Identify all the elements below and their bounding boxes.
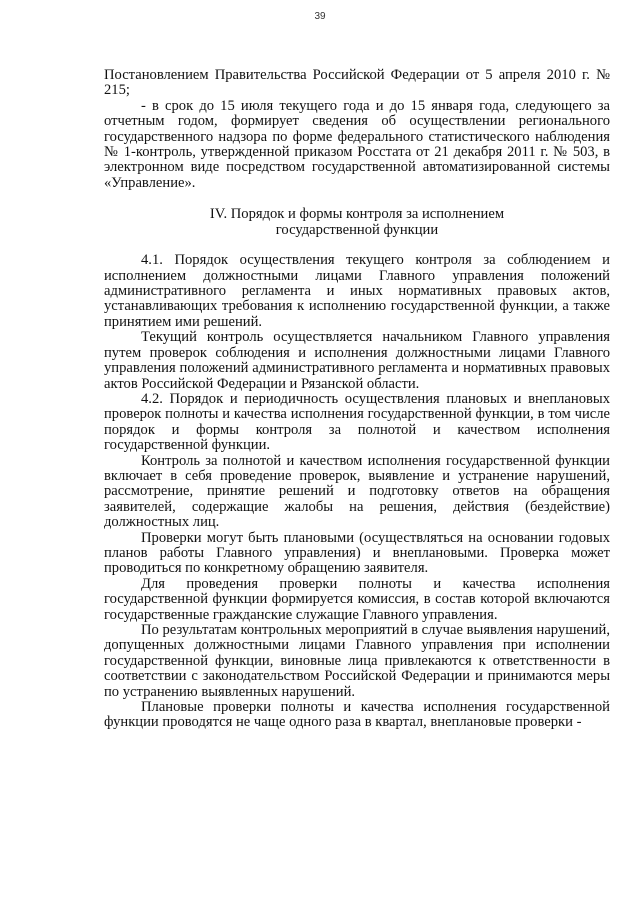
paragraph-scheduled-inspections: Плановые проверки полноты и качества исполнения государственной функции проводятся не чаще одного раза в квартал, внеплановые проверки -: [104, 699, 610, 731]
paragraph-decree-reference: Постановлением Правительства Российской Федерации от 5 апреля 2010 г. № 215;: [104, 67, 610, 99]
section-heading-line-2: государственной функции: [275, 222, 439, 239]
paragraph-results: По результатам контрольных мероприятий в случае выявления нарушений, допущенных должностными лицами Главного управления при исполнении государственной функции, виновные лица привлекаются к ответственности в соответствии с законодательством Российской Федерации и принимаются меры по устранению выявленных нарушений.: [104, 622, 610, 700]
section-heading: [104, 206, 610, 238]
paragraph-commission: Для проведения проверки полноты и качества исполнения государственной функции формируется комиссия, в состав которой включаются государственные гражданские служащие Главного управления.: [104, 575, 610, 623]
paragraph-4-2: 4.2. Порядок и периодичность осуществления плановых и внеплановых проверок полноты и качества исполнения государственной функции, в том числе порядок и формы контроля за полнотой и качеством исполнения государственной функции.: [104, 390, 610, 454]
paragraph-4-1: 4.1. Порядок осуществления текущего контроля за соблюдением и исполнением должностными лицами Главного управления положений административного регламента и иных нормативных правовых актов, устанавливающих требования к исполнению государственной функции, а также принятием ими решений.: [104, 252, 610, 330]
page-number: 39: [314, 11, 326, 22]
document-body: [104, 68, 610, 731]
paragraph-inspection-types: Проверки могут быть плановыми (осуществляться на основании годовых планов работы Главного управления) и внеплановыми. Проверка может проводиться по конкретному обращению заявителя.: [104, 529, 610, 577]
paragraph-current-control: Текущий контроль осуществляется начальником Главного управления путем проверок соблюдения и исполнения должностными лицами Главного управления положений административного регламента и нормативных правовых актов Российской Федерации и Рязанской области.: [104, 329, 610, 392]
section-heading-line-1: IV. Порядок и формы контроля за исполнением: [209, 206, 505, 223]
paragraph-reporting-deadline: - в срок до 15 июля текущего года и до 15 января года, следующего за отчетным годом, формирует сведения об осуществлении регионального государственного надзора по форме федерального статистического наблюдения № 1-контроль, утвержденной приказом Росстата от 21 декабря 2011 г. № 503, в электронном виде посредством государственной автоматизированной системы «Управление».: [104, 97, 610, 191]
paragraph-quality-control: Контроль за полнотой и качеством исполнения государственной функции включает в себя проведение проверок, выявление и устранение нарушений, рассмотрение, принятие решений и подготовку ответов на обращения заявителей, содержащие жалобы на решения, действия (бездействие) должностных лиц.: [104, 452, 610, 531]
